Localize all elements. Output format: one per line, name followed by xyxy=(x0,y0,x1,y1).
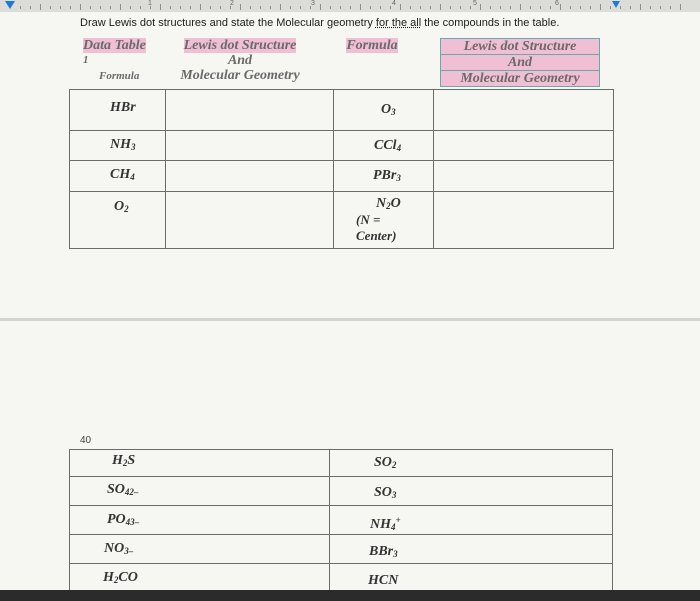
table-cell[interactable] xyxy=(329,449,613,477)
ruler-tick xyxy=(620,6,621,9)
ruler-tick xyxy=(260,6,261,9)
right-indent-marker[interactable] xyxy=(612,1,620,8)
ruler-tick xyxy=(670,6,671,9)
ruler-tick xyxy=(570,6,571,9)
answer-cell[interactable] xyxy=(165,191,334,249)
compound-formula: $NO_{3-}$ xyxy=(104,541,134,556)
ruler-tick xyxy=(130,6,131,9)
compound-formula: $H_2CO$ xyxy=(103,570,138,585)
left-indent-marker[interactable] xyxy=(5,1,15,9)
ruler-tick xyxy=(490,6,491,9)
ruler-tick xyxy=(270,6,271,9)
ruler-tick xyxy=(320,4,321,10)
ruler-tick xyxy=(50,6,51,9)
ruler-tick xyxy=(540,6,541,9)
data-table-number: 1 xyxy=(83,54,89,66)
ruler-tick xyxy=(560,4,561,10)
ruler-tick xyxy=(210,6,211,9)
ruler-tick xyxy=(290,6,291,9)
ruler-tick xyxy=(530,6,531,9)
compound-formula: CCl$_4$ xyxy=(374,138,402,153)
ruler-tick xyxy=(360,4,361,10)
ruler-tick xyxy=(430,6,431,9)
ruler-tick xyxy=(450,6,451,9)
ruler-tick xyxy=(650,6,651,9)
compound-formula: $H_2S$ xyxy=(112,453,136,468)
ruler-tick xyxy=(70,6,71,9)
table-cell[interactable] xyxy=(329,476,613,506)
ruler-tick xyxy=(180,6,181,9)
ruler-tick xyxy=(60,6,61,9)
ruler-tick xyxy=(280,4,281,10)
ruler-tick xyxy=(370,6,371,9)
lewis-header-left: Lewis dot Structure And Molecular Geometry xyxy=(180,38,300,83)
ruler-tick xyxy=(640,4,641,10)
ruler-tick xyxy=(600,4,601,10)
ruler-tick xyxy=(110,6,111,9)
ruler-tick xyxy=(120,4,121,10)
ruler-tick xyxy=(220,6,221,9)
compound-formula: $NH_3$ xyxy=(110,137,136,152)
ruler-number: 2 xyxy=(230,0,234,7)
instruction-text: Draw Lewis dot structures and state the Molecular geometry for the all the compounds in the table. xyxy=(80,17,560,29)
page-number: 40 xyxy=(80,435,92,446)
ruler-tick xyxy=(550,6,551,9)
ruler-tick xyxy=(300,6,301,9)
compound-formula: BBr$_3$ xyxy=(369,544,398,559)
ruler-tick xyxy=(20,6,21,9)
answer-cell[interactable] xyxy=(165,89,334,131)
formula-small-label: Formula xyxy=(99,70,140,82)
ruler-tick xyxy=(240,4,241,10)
ruler-tick xyxy=(610,6,611,9)
compound-formula: $NH_4^+$ xyxy=(370,515,401,532)
answer-cell[interactable] xyxy=(433,89,614,131)
compound-formula: $SO_{42-}$ xyxy=(107,482,139,497)
ruler-tick xyxy=(420,6,421,9)
ruler-tick xyxy=(460,6,461,9)
ruler-tick xyxy=(590,6,591,9)
compound-formula: HCN xyxy=(368,573,399,588)
ruler-number: 1 xyxy=(148,0,152,7)
ruler-number: 3 xyxy=(311,0,315,7)
ruler-tick xyxy=(410,6,411,9)
answer-cell[interactable] xyxy=(433,130,614,161)
ruler-tick xyxy=(200,4,201,10)
compound-formula: PBr$_3$ xyxy=(373,168,401,183)
ruler-tick xyxy=(350,6,351,9)
window-taskbar xyxy=(0,590,700,601)
ruler-tick xyxy=(510,6,511,9)
ruler-tick xyxy=(190,6,191,9)
compound-formula: $O_2$ xyxy=(114,199,129,214)
answer-cell[interactable] xyxy=(433,160,614,192)
table-cell[interactable] xyxy=(69,449,330,477)
ruler-tick xyxy=(500,6,501,9)
ruler-tick xyxy=(170,6,171,9)
lewis-header-right: Lewis dot Structure And Molecular Geometry xyxy=(440,38,600,87)
ruler-tick xyxy=(400,4,401,10)
underlined-phrase: for the all xyxy=(375,17,422,29)
ruler-tick xyxy=(680,4,681,10)
answer-cell[interactable] xyxy=(165,160,334,192)
ruler-tick xyxy=(30,6,31,9)
compound-formula: $O_3$ xyxy=(381,102,396,117)
ruler-tick xyxy=(660,6,661,9)
ruler-tick xyxy=(630,6,631,9)
ruler-tick xyxy=(160,4,161,10)
formula-header-right: Formula xyxy=(346,38,398,53)
ruler-tick xyxy=(480,4,481,10)
ruler-tick xyxy=(80,4,81,10)
ruler-tick xyxy=(90,6,91,9)
compound-formula: $CH_4$ xyxy=(110,167,135,182)
ruler-tick xyxy=(340,6,341,9)
data-table-heading: Data Table xyxy=(83,38,146,53)
ruler-tick xyxy=(390,6,391,9)
compound-formula: HBr xyxy=(110,100,136,115)
ruler-tick xyxy=(250,6,251,9)
ruler-number: 5 xyxy=(473,0,477,7)
compound-formula: $SO_2$ xyxy=(374,455,397,470)
center-note: Center) xyxy=(356,228,397,243)
answer-cell[interactable] xyxy=(165,130,334,161)
ruler-number: 4 xyxy=(392,0,396,7)
ruler-tick xyxy=(140,6,141,9)
compound-formula: $PO_{43-}$ xyxy=(107,512,140,527)
ruler-tick xyxy=(100,6,101,9)
center-note: (N = xyxy=(356,212,381,227)
ruler-tick xyxy=(470,6,471,9)
ruler-tick xyxy=(520,4,521,10)
ruler-tick xyxy=(580,6,581,9)
compound-formula: $N_2O$ xyxy=(376,196,401,211)
ruler-tick xyxy=(380,6,381,9)
ruler-tick xyxy=(440,4,441,10)
ruler-tick xyxy=(40,4,41,10)
answer-cell[interactable] xyxy=(433,191,614,249)
compound-formula: $SO_3$ xyxy=(374,485,397,500)
ruler-number: 6 xyxy=(555,0,559,7)
ruler-tick xyxy=(330,6,331,9)
